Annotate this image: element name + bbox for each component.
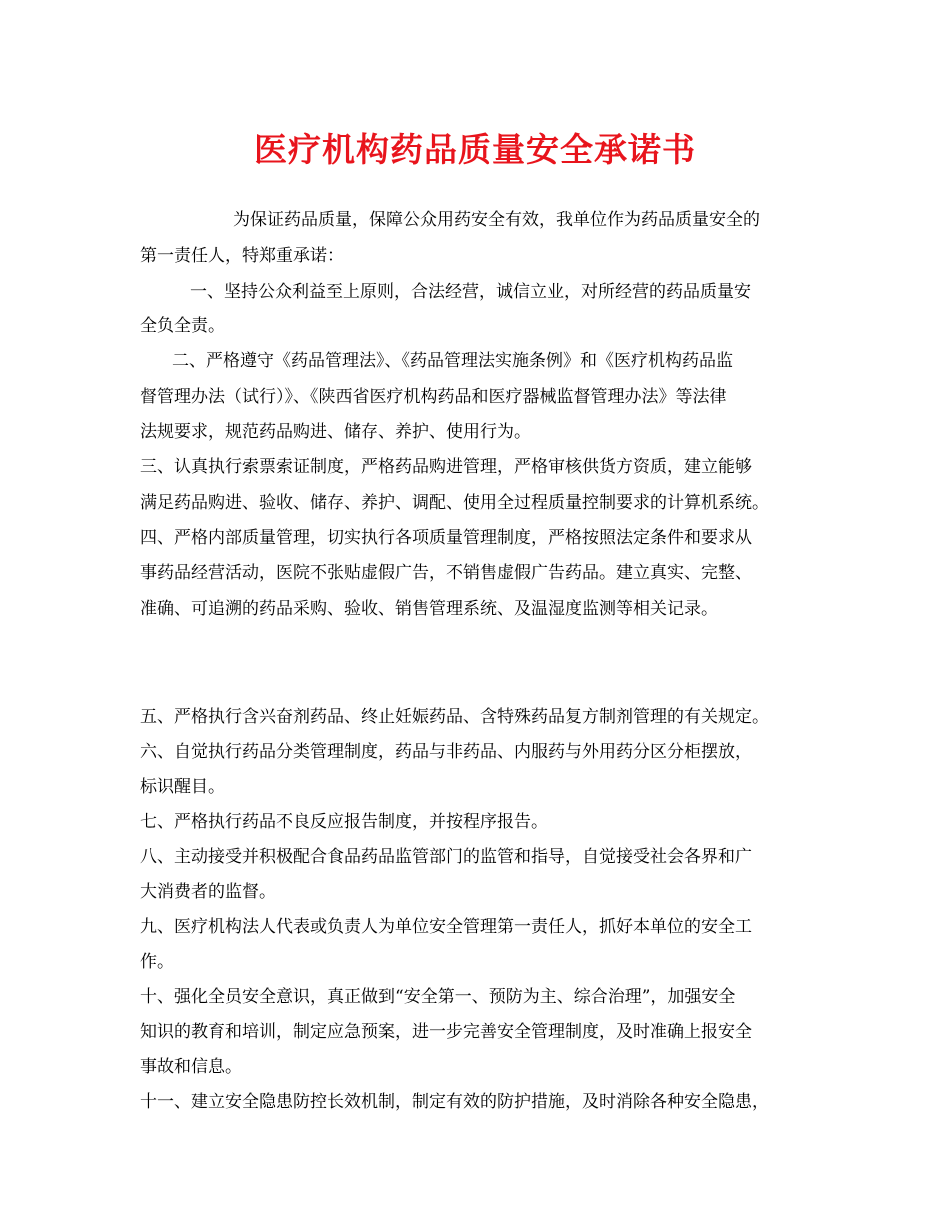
paragraph-line: 大消费者的监督。 [140,882,276,902]
paragraph-line: 四、严格内部质量管理，切实执行各项质量管理制度，严格按照法定条件和要求从 [140,528,752,548]
document-title: 医疗机构药品质量安全承诺书 [254,130,696,169]
paragraph-line: 第一责任人，特郑重承诺： [140,246,344,266]
paragraph-line: 全负全责。 [140,316,225,336]
paragraph-line: 十、强化全员安全意识，真正做到“安全第一、预防为主、综合治理”，加强安全 [140,987,736,1007]
paragraph-line: 为保证药品质量，保障公众用药安全有效，我单位作为药品质量安全的 [233,210,760,230]
paragraph-line: 二、严格遵守《药品管理法》、《药品管理法实施条例》和《医疗机构药品监 [172,351,733,371]
paragraph-line: 标识醒目。 [140,777,225,797]
paragraph-line: 六、自觉执行药品分类管理制度，药品与非药品、内服药与外用药分区分柜摆放， [140,742,752,762]
paragraph-line: 法规要求，规范药品购进、储存、养护、使用行为。 [140,422,531,442]
paragraph-line: 八、主动接受并积极配合食品药品监管部门的监管和指导，自觉接受社会各界和广 [140,847,752,867]
paragraph-line: 知识的教育和培训，制定应急预案，进一步完善安全管理制度，及时准确上报安全 [140,1022,752,1042]
paragraph-line: 作。 [140,952,174,972]
paragraph-line: 九、医疗机构法人代表或负责人为单位安全管理第一责任人，抓好本单位的安全工 [140,917,752,937]
paragraph-line: 十一、建立安全隐患防控长效机制，制定有效的防护措施，及时消除各种安全隐患， [140,1092,769,1112]
paragraph-line: 督管理办法（试行）》、《陕西省医疗机构药品和医疗器械监督管理办法》等法律 [140,387,727,407]
paragraph-line: 五、严格执行含兴奋剂药品、终止妊娠药品、含特殊药品复方制剂管理的有关规定。 [140,707,769,727]
paragraph-line: 一、坚持公众利益至上原则，合法经营，诚信立业，对所经营的药品质量安 [190,282,751,302]
paragraph-line: 三、认真执行索票索证制度，严格药品购进管理，严格审核供货方资质，建立能够 [140,457,752,477]
paragraph-line: 事药品经营活动，医院不张贴虚假广告，不销售虚假广告药品。建立真实、完整、 [140,563,752,583]
paragraph-line: 事故和信息。 [140,1057,242,1077]
paragraph-line: 满足药品购进、验收、储存、养护、调配、使用全过程质量控制要求的计算机系统。 [140,493,769,513]
paragraph-line: 七、严格执行药品不良反应报告制度，并按程序报告。 [140,812,548,832]
paragraph-line: 准确、可追溯的药品采购、验收、销售管理系统、及温湿度监测等相关记录。 [140,599,718,619]
